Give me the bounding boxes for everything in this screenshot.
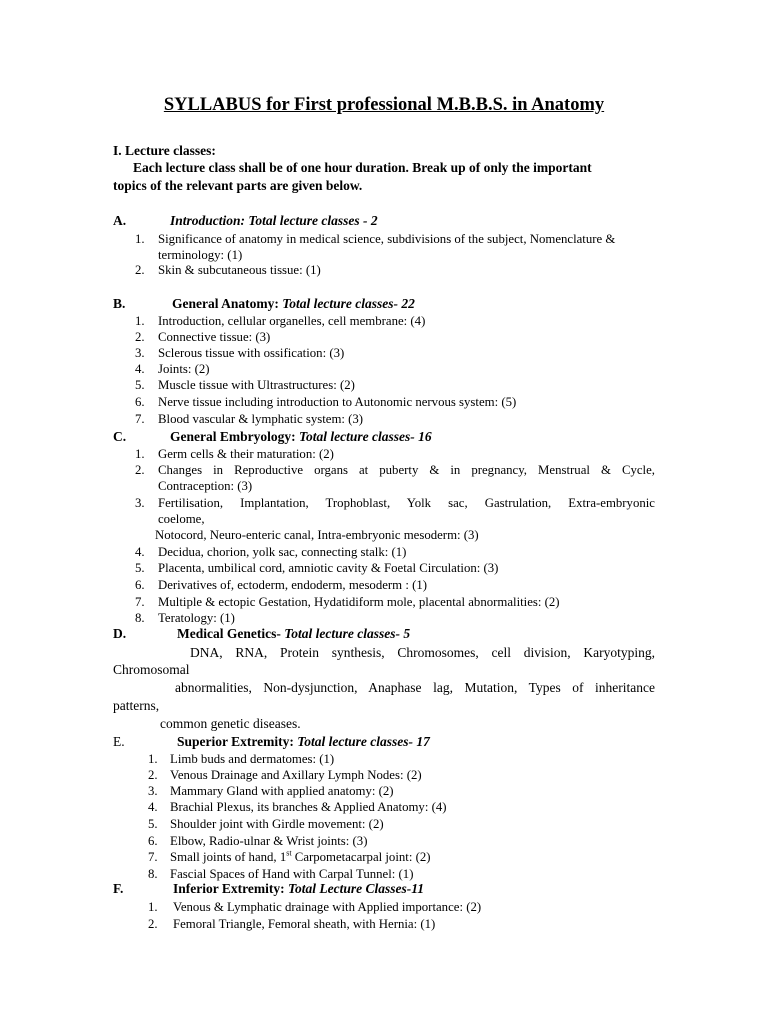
- list-item: Placenta, umbilical cord, amniotic cavity & Foetal Circulation: (3): [158, 561, 499, 575]
- list-number: 3.: [148, 784, 158, 798]
- list-item-continuation: Contraception: (3): [158, 479, 253, 493]
- list-number: 7.: [135, 595, 145, 609]
- section-a-letter: A.: [113, 213, 127, 228]
- list-number: 5.: [135, 561, 145, 575]
- list-number: 6.: [135, 578, 145, 592]
- list-number: 6.: [148, 834, 158, 848]
- list-item: Fascial Spaces of Hand with Carpal Tunnel: (1): [170, 867, 414, 881]
- list-number: 1.: [135, 314, 145, 328]
- list-item: Joints: (2): [158, 362, 210, 376]
- section-b-letter: B.: [113, 296, 126, 311]
- list-item: Decidua, chorion, yolk sac, connecting stalk: (1): [158, 545, 407, 559]
- genetics-line: common genetic diseases.: [160, 716, 301, 731]
- list-number: 1.: [148, 900, 158, 914]
- list-item: Small joints of hand, 1st Carpometacarpal joint: (2): [170, 848, 431, 864]
- list-number: 2.: [135, 263, 145, 277]
- section-d-letter: D.: [113, 626, 127, 641]
- list-number: 4.: [148, 800, 158, 814]
- list-item-continuation: coelome,: [158, 512, 205, 526]
- page-title: SYLLABUS for First professional M.B.B.S. in Anatomy: [163, 95, 605, 115]
- list-number: 5.: [135, 378, 145, 392]
- list-number: 1.: [148, 752, 158, 766]
- section-b-heading: General Anatomy: Total lecture classes- 22: [172, 296, 415, 311]
- list-item: Introduction, cellular organelles, cell membrane: (4): [158, 314, 426, 328]
- section-d-heading: Medical Genetics- Total lecture classes- 5: [177, 626, 411, 641]
- list-item: Shoulder joint with Girdle movement: (2): [170, 817, 384, 831]
- section-e-heading: Superior Extremity: Total lecture classes- 17: [177, 734, 430, 749]
- list-item: Blood vascular & lymphatic system: (3): [158, 412, 364, 426]
- genetics-line: DNA, RNA, Protein synthesis, Chromosomes, cell division, Karyotyping,: [190, 645, 655, 660]
- list-number: 5.: [148, 817, 158, 831]
- list-item-continuation: terminology: (1): [158, 248, 243, 262]
- genetics-line: Chromosomal: [113, 662, 190, 677]
- list-item: Changes in Reproductive organs at puberty & in pregnancy, Menstrual & Cycle,: [158, 463, 655, 477]
- list-item: Venous & Lymphatic drainage with Applied importance: (2): [173, 900, 482, 914]
- lecture-intro-line1: Each lecture class shall be of one hour duration. Break up of only the important: [133, 160, 592, 175]
- genetics-line: abnormalities, Non-dysjunction, Anaphase lag, Mutation, Types of inheritance: [175, 680, 655, 695]
- list-number: 2.: [135, 463, 145, 477]
- list-item: Teratology: (1): [158, 611, 235, 625]
- section-a-heading: Introduction: Total lecture classes - 2: [170, 213, 378, 228]
- list-number: 2.: [148, 917, 158, 931]
- list-number: 3.: [135, 496, 145, 510]
- list-number: 4.: [135, 362, 145, 376]
- list-item: Muscle tissue with Ultrastructures: (2): [158, 378, 355, 392]
- list-number: 8.: [135, 611, 145, 625]
- genetics-line: patterns,: [113, 698, 160, 713]
- list-number: 8.: [148, 867, 158, 881]
- list-item: Nerve tissue including introduction to Autonomic nervous system: (5): [158, 395, 517, 409]
- list-number: 2.: [148, 768, 158, 782]
- list-number: 2.: [135, 330, 145, 344]
- section-c-heading: General Embryology: Total lecture classes- 16: [170, 429, 432, 444]
- section-c-letter: C.: [113, 429, 127, 444]
- list-number: 7.: [148, 850, 158, 864]
- list-item: Significance of anatomy in medical science, subdivisions of the subject, Nomenclature &: [158, 232, 616, 246]
- list-item: Connective tissue: (3): [158, 330, 271, 344]
- list-number: 1.: [135, 447, 145, 461]
- lecture-intro-line2: topics of the relevant parts are given below.: [113, 178, 363, 193]
- section-f-heading: Inferior Extremity: Total Lecture Classes-11: [173, 881, 424, 896]
- list-item: Sclerous tissue with ossification: (3): [158, 346, 345, 360]
- lecture-heading: I. Lecture classes:: [113, 143, 216, 158]
- list-item: Femoral Triangle, Femoral sheath, with Hernia: (1): [173, 917, 436, 931]
- list-item: Germ cells & their maturation: (2): [158, 447, 334, 461]
- list-item-continuation: Notocord, Neuro-enteric canal, Intra-embryonic mesoderm: (3): [155, 528, 479, 542]
- list-number: 7.: [135, 412, 145, 426]
- section-f-letter: F.: [113, 881, 124, 896]
- list-item: Venous Drainage and Axillary Lymph Nodes: (2): [170, 768, 422, 782]
- list-item: Skin & subcutaneous tissue: (1): [158, 263, 321, 277]
- list-item: Mammary Gland with applied anatomy: (2): [170, 784, 394, 798]
- list-number: 1.: [135, 232, 145, 246]
- list-item: Limb buds and dermatomes: (1): [170, 752, 335, 766]
- list-item: Fertilisation, Implantation, Trophoblast, Yolk sac, Gastrulation, Extra-embryonic: [158, 496, 655, 510]
- list-item: Derivatives of, ectoderm, endoderm, mesoderm : (1): [158, 578, 427, 592]
- list-item: Brachial Plexus, its branches & Applied Anatomy: (4): [170, 800, 447, 814]
- list-item: Elbow, Radio-ulnar & Wrist joints: (3): [170, 834, 368, 848]
- section-e-letter: E.: [113, 734, 125, 749]
- list-number: 3.: [135, 346, 145, 360]
- list-item: Multiple & ectopic Gestation, Hydatidiform mole, placental abnormalities: (2): [158, 595, 560, 609]
- list-number: 4.: [135, 545, 145, 559]
- list-number: 6.: [135, 395, 145, 409]
